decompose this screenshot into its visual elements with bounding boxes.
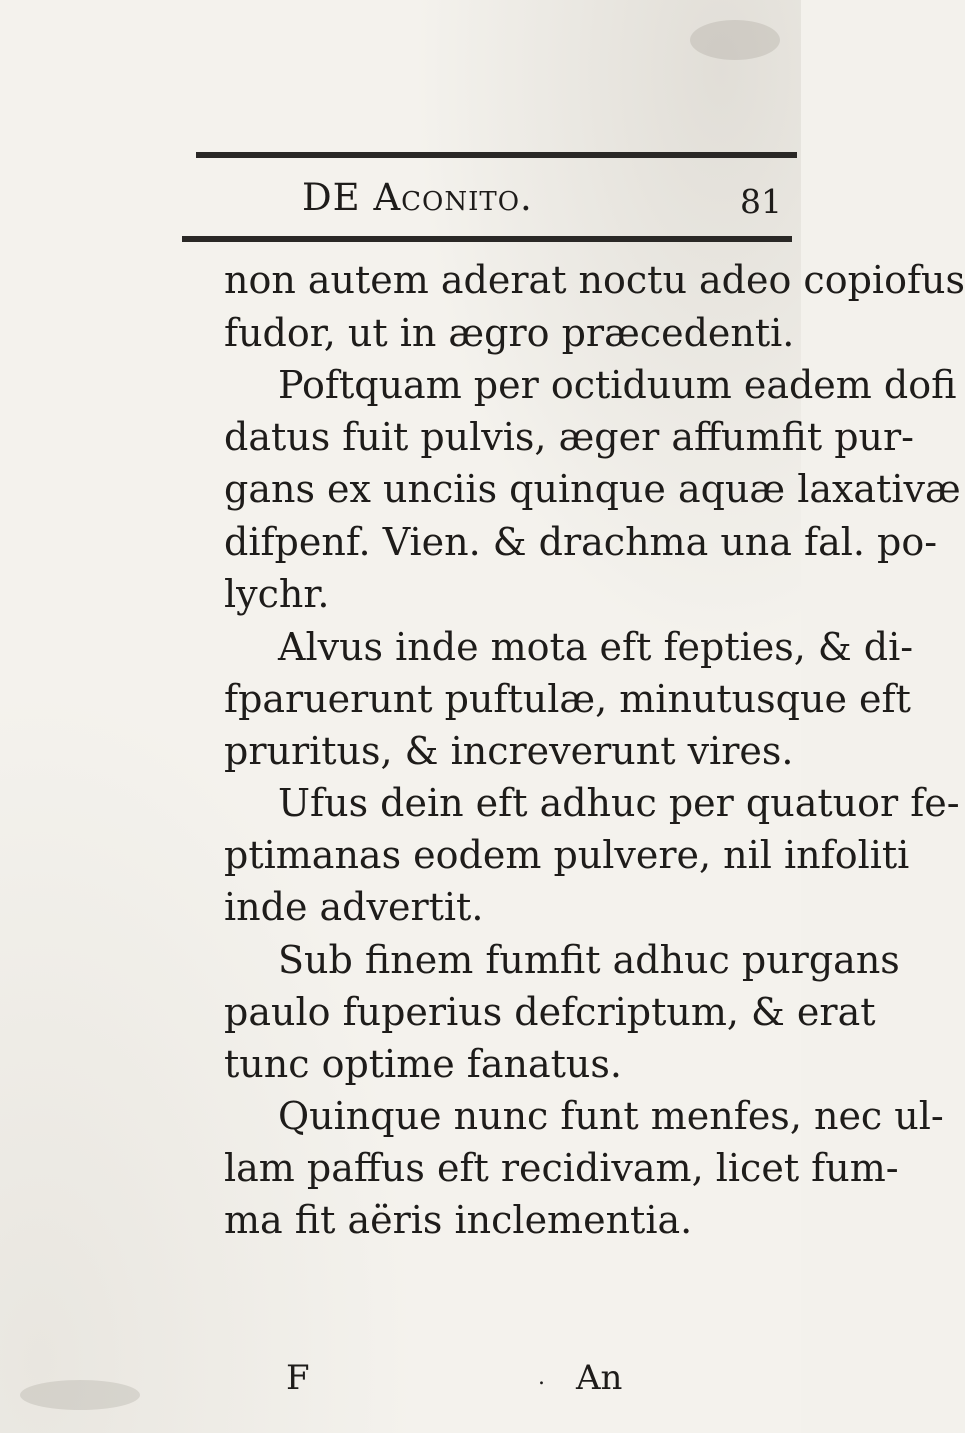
text-line: Quinque nunc funt menfes, nec ul-: [278, 1094, 944, 1138]
text-line: fudor, ut in ægro præcedenti.: [224, 311, 795, 355]
signature-mark: F: [286, 1358, 310, 1398]
text-line: fparuerunt puftulæ, minutusque eft: [224, 677, 911, 721]
header-rule-bottom: [182, 236, 792, 242]
running-head-title: Aconito.: [373, 176, 533, 219]
text-line: tunc optime fanatus.: [224, 1042, 622, 1086]
text-line: ptimanas eodem pulvere, nil infoliti: [224, 833, 910, 877]
paper-stain: [20, 1380, 140, 1410]
text-line: Sub finem fumfit adhuc purgans: [278, 938, 900, 982]
text-line: Ufus dein eft adhuc per quatuor fe-: [278, 781, 960, 825]
text-line: inde advertit.: [224, 885, 484, 929]
text-line: lam paffus eft recidivam, licet fum-: [224, 1146, 899, 1190]
text-line: non autem aderat noctu adeo copiofus: [224, 258, 965, 302]
running-head-prefix: DE: [302, 176, 374, 219]
page-number: 81: [740, 182, 782, 221]
text-line: datus fuit pulvis, æger affumfit pur-: [224, 415, 915, 459]
catchword: An: [576, 1358, 623, 1398]
text-line: pruritus, & increverunt vires.: [224, 729, 794, 773]
paper-stain: [690, 20, 780, 60]
header-rule-top: [196, 152, 797, 158]
text-line: Alvus inde mota eft fepties, & di-: [278, 625, 914, 669]
footer-dot: .: [538, 1365, 545, 1390]
text-line: Poftquam per octiduum eadem dofi: [278, 363, 957, 407]
text-line: lychr.: [224, 572, 330, 616]
text-line: paulo fuperius defcriptum, & erat: [224, 990, 876, 1034]
text-line: ma fit aëris inclementia.: [224, 1198, 693, 1242]
running-head: [302, 168, 533, 228]
text-line: difpenf. Vien. & drachma una fal. po-: [224, 520, 938, 564]
text-line: gans ex unciis quinque aquæ laxativæ: [224, 467, 961, 511]
